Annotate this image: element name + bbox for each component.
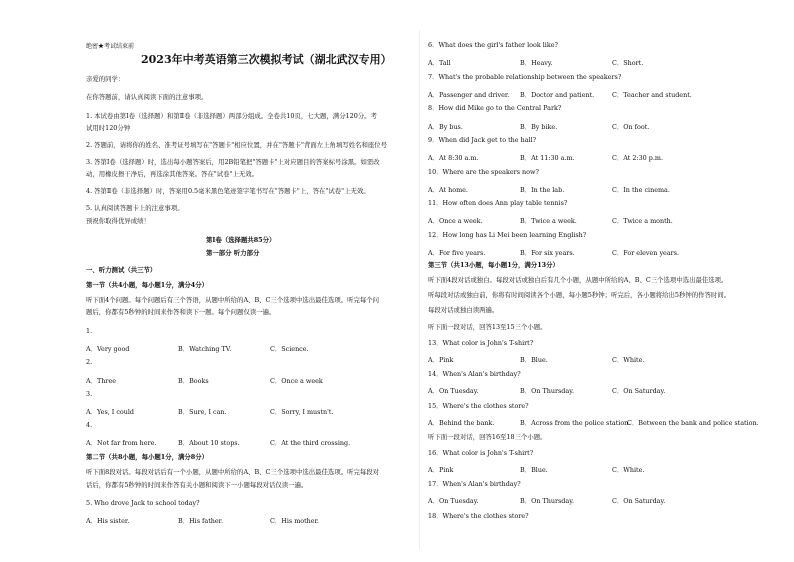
q12-option-c: C．For eleven years. bbox=[612, 249, 680, 257]
q7-option-b: B．Doctor and patient. bbox=[520, 91, 595, 99]
q11-question: 11．How often does Ann play table tennis? bbox=[428, 199, 568, 207]
greeting: 亲爱的同学： bbox=[86, 75, 125, 83]
note-5: 5. 认真阅读答题卡上的注意事项。 bbox=[86, 204, 184, 212]
section3-heading: 第三节（共13小题，每小题1分，满分13分） bbox=[428, 261, 559, 269]
dialogue2-intro: 听下面一段对话，回答16至18三个小题。 bbox=[428, 433, 547, 441]
note-3: 3. 答第Ⅰ卷（选择题）时，选出每小题答案后，用2B铅笔把"答题卡"上对应题目的答案标号涂黑。如需改 bbox=[86, 158, 380, 166]
q1-option-b: B．Watching TV. bbox=[178, 345, 232, 353]
q6-option-a: A．Tall bbox=[428, 59, 451, 67]
secret-mark: 绝密★考试结束前 bbox=[86, 43, 135, 50]
note-2: 2. 答题前，请将你的姓名、准考证号填写在"答题卡"相应位置，并在"答题卡"背面左上角填写姓名和座位号 bbox=[86, 141, 388, 149]
q14-option-c: C．On Saturday. bbox=[612, 387, 666, 395]
q16-option-b: B．Blue. bbox=[520, 466, 548, 474]
q13-question: 13．What color is John's T-shirt? bbox=[428, 339, 534, 347]
column-divider bbox=[419, 30, 420, 550]
q11-option-a: A．Once a week. bbox=[428, 217, 483, 225]
q15-option-a: A．Behind the bank. bbox=[428, 419, 495, 427]
q6-question: 6．What does the girl's father look like? bbox=[428, 41, 558, 49]
q1-option-a: A．Very good bbox=[86, 345, 130, 353]
q5-option-c: C．His mother. bbox=[270, 517, 319, 525]
q13-option-a: A．Pink bbox=[428, 356, 454, 364]
q1-number: 1. bbox=[86, 327, 93, 335]
section2-instruction-cont: 话后，你都有5秒钟的时间来作答有关小题和阅读下一小题每段对话仅读一遍。 bbox=[86, 481, 308, 489]
q7-question: 7．What's the probable relationship between the speakers? bbox=[428, 73, 622, 81]
q15-option-c: C．Between the bank and police station. bbox=[627, 419, 759, 427]
q2-option-a: A．Three bbox=[86, 377, 117, 385]
part-title: 第Ⅰ卷（选择题共85分） bbox=[206, 236, 276, 244]
dialogue1-intro: 听下面一段对话，回答13至15三个小题。 bbox=[428, 323, 547, 331]
section2-heading: 第二节（共8小题，每小题1分，满分8分） bbox=[86, 453, 208, 461]
q8-option-b: B．By bike. bbox=[520, 123, 558, 131]
q15-question: 15．Where's the clothes store? bbox=[428, 402, 529, 410]
wish-text: 预祝你取得优异成绩！ bbox=[86, 217, 150, 225]
note-3-cont: 动，用橡皮擦干净后，再选涂其他答案。答在"试卷"上无效。 bbox=[86, 170, 259, 178]
note-1: 1. 本试卷由第Ⅰ卷（选择题）和第Ⅱ卷（非选择题）两部分组成。全卷共10页，七大题，满分120分。考 bbox=[86, 112, 377, 120]
q4-number: 4. bbox=[86, 421, 93, 429]
q7-option-c: C．Teacher and student. bbox=[612, 91, 692, 99]
section3-instruction-cont: 听每段对话或独白前，你将有时间阅读各个小题，每小题5秒钟；听完后，各小题将给出5秒钟的作答时间。 bbox=[428, 291, 731, 299]
q5-option-a: A．His sister. bbox=[86, 517, 130, 525]
note-4: 4. 答第Ⅱ卷（非选择题）时，答案用0.5毫米黑色笔迹签字笔书写在"答题卡"上，答在"试卷"上无效。 bbox=[86, 187, 370, 195]
intro-text: 在你答题前，请认真阅读下面的注意事项。 bbox=[86, 93, 208, 101]
q11-option-c: C．Twice a month. bbox=[612, 217, 673, 225]
q2-number: 2. bbox=[86, 358, 93, 366]
q3-option-a: A．Yes, I could bbox=[86, 408, 135, 416]
section3-instruction-end: 每段对话或独白读两遍。 bbox=[428, 306, 499, 314]
q12-question: 12．How long has Li Mei been learning English? bbox=[428, 231, 587, 239]
q3-number: 3. bbox=[86, 390, 93, 398]
q7-option-a: A．Passenger and driver. bbox=[428, 91, 510, 99]
q2-option-c: C．Once a week bbox=[270, 377, 323, 385]
q10-option-b: B．In the lab. bbox=[520, 186, 565, 194]
q6-option-c: C．Short. bbox=[612, 59, 644, 67]
q17-option-b: B．On Thursday. bbox=[520, 497, 574, 505]
section1-instruction-cont: 题后，你都有5秒钟的时间来作答和读下一题。每个问题仅读一遍。 bbox=[86, 308, 276, 316]
section2-instruction: 听下面8段对话。每段对话后有一个小题，从题中所给的A、B、C三个选项中选出最佳选项。听完每段对 bbox=[86, 468, 380, 476]
page-title: 2023年中考英语第三次模拟考试（湖北武汉专用） bbox=[141, 53, 392, 66]
q16-option-a: A．Pink bbox=[428, 466, 454, 474]
q17-question: 17．When's Alan's birthday? bbox=[428, 480, 521, 488]
section1-heading: 第一节（共4小题，每小题1分，满分4分） bbox=[86, 281, 208, 289]
q14-option-a: A．On Tuesday. bbox=[428, 387, 479, 395]
q8-option-c: C．On foot. bbox=[612, 123, 650, 131]
q14-question: 14．When's Alan's birthday? bbox=[428, 370, 521, 378]
q12-option-b: B．For six years. bbox=[520, 249, 575, 257]
q13-option-c: C．White. bbox=[612, 356, 645, 364]
q4-option-a: A．Not far from here. bbox=[86, 439, 157, 447]
q18-question: 18．Where's the clothes store? bbox=[428, 512, 529, 520]
q14-option-b: B．On Thursday. bbox=[520, 387, 574, 395]
q11-option-b: B．Twice a week. bbox=[520, 217, 577, 225]
q12-option-a: A．For five years. bbox=[428, 249, 486, 257]
q2-option-b: B．Books bbox=[178, 377, 209, 385]
q17-option-c: C．On Saturday. bbox=[612, 497, 666, 505]
q9-option-b: B．At 11:30 a.m. bbox=[520, 154, 575, 162]
q10-option-a: A．At home. bbox=[428, 186, 468, 194]
q16-option-c: C．White. bbox=[612, 466, 645, 474]
q13-option-b: B．Blue. bbox=[520, 356, 548, 364]
q15-option-b: B．Across from the police station. bbox=[520, 419, 631, 427]
q4-option-c: C．At the third crossing. bbox=[270, 439, 351, 447]
q4-option-b: B．About 10 stops. bbox=[178, 439, 240, 447]
section3-instruction: 听下面4段对话或独白。每段对话或独白后有几个小题，从题中所给的A、B、C三个选项中选出最佳选项。 bbox=[428, 276, 728, 284]
q9-question: 9．When did Jack get to the hall? bbox=[428, 136, 537, 144]
section-title: 第一部分 听力部分 bbox=[206, 249, 260, 257]
q17-option-a: A．On Tuesday. bbox=[428, 497, 479, 505]
listening-heading: 一、听力测试（共三节） bbox=[86, 266, 157, 274]
q16-question: 16．What color is John's T-shirt? bbox=[428, 449, 534, 457]
q5-option-b: B．His father. bbox=[178, 517, 224, 525]
q3-option-c: C．Sorry, I mustn't. bbox=[270, 408, 334, 416]
q10-question: 10．Where are the speakers now? bbox=[428, 168, 539, 176]
q10-option-c: C．In the cinema. bbox=[612, 186, 670, 194]
q9-option-c: C．At 2:30 p.m. bbox=[612, 154, 663, 162]
q8-question: 8．How did Mike go to the Central Park? bbox=[428, 104, 562, 112]
q5-question: 5. Who drove Jack to school today? bbox=[86, 499, 200, 507]
q9-option-a: A．At 8:30 a.m. bbox=[428, 154, 479, 162]
q3-option-b: B．Sure, I can. bbox=[178, 408, 227, 416]
note-1-cont: 试用时120分钟 bbox=[86, 124, 131, 132]
section1-instruction: 听下面4个问题。每个问题后有三个答语，从题中所给的A、B、C三个选项中选出最佳选项。听完每个问 bbox=[86, 296, 380, 304]
q8-option-a: A．By bus. bbox=[428, 123, 463, 131]
q6-option-b: B．Heavy. bbox=[520, 59, 553, 67]
q1-option-c: C．Science. bbox=[270, 345, 309, 353]
